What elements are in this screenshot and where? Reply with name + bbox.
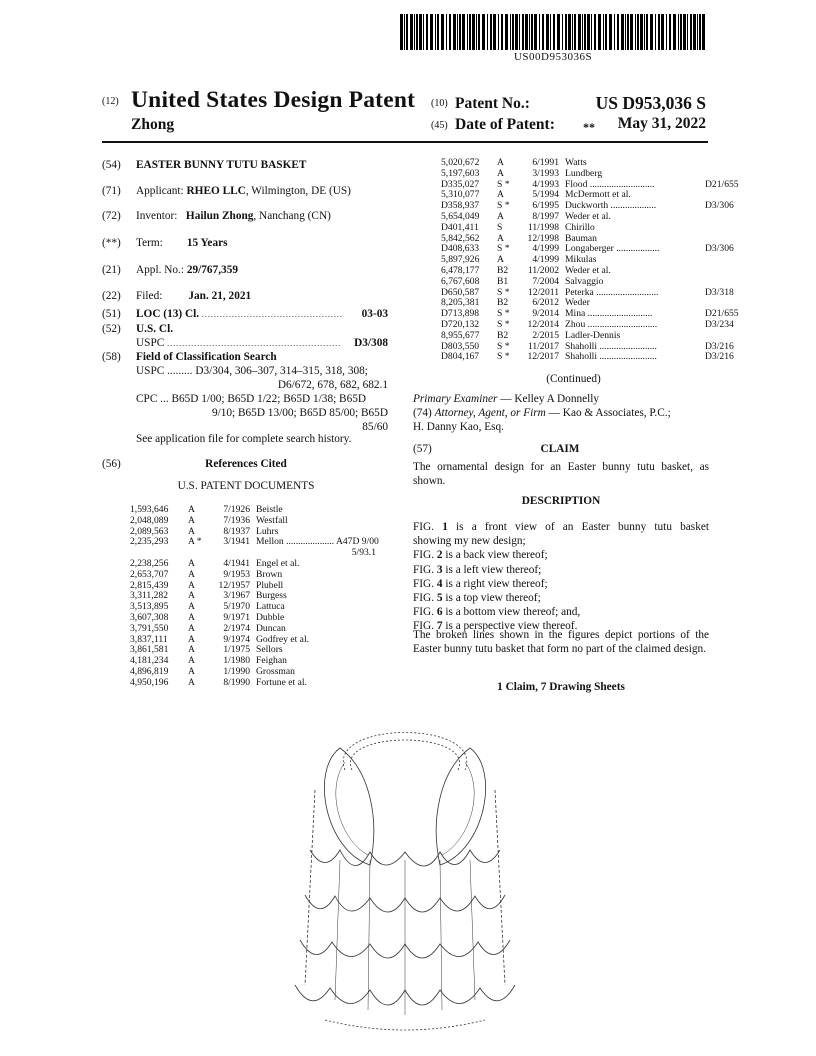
barcode-bar [617,14,619,50]
uspc-line: USPC .......................................................... D3/308 [136,337,388,349]
barcode-bar [457,14,458,50]
reference-row [130,678,400,689]
reference-number: 5,897,926 [441,254,480,266]
reference-row [441,351,734,363]
reference-name: Shaholli ........................ [565,351,657,363]
reference-date: 5/1970 [223,601,250,613]
reference-kind: A [188,514,195,526]
barcode-bar [591,14,592,50]
reference-date: 12/1998 [527,232,559,244]
reference-date: 11/2017 [527,340,559,352]
header-rule [102,141,708,143]
reference-kind: A [188,676,195,688]
patent-type-title: United States Design Patent [131,87,416,113]
reference-kind: S * [497,340,510,352]
reference-number: 3,513,895 [130,601,169,613]
barcode-bar [446,14,447,50]
reference-date: 3/1993 [532,167,559,179]
broken-lines-note: The broken lines shown in the figures depict portions of the Easter bunny tutu basket that form no part of the claimed design. [413,629,709,656]
field-71: (71) Applicant: RHEO LLC, Wilmington, DE (US) [102,185,351,197]
reference-kind: A [188,655,195,667]
reference-kind: S * [497,308,510,320]
description-line: FIG. 1 is a front view of an Easter bunny tutu basket [413,521,709,533]
barcode-bar [512,14,514,50]
reference-number: D720,132 [441,318,480,330]
barcode-bar [525,14,528,50]
barcode-bar [646,14,648,50]
reference-name: Ladler-Dennis [565,329,621,341]
barcode-bar [426,14,428,50]
document-number: US00D953036S [513,51,593,63]
reference-kind: A [188,633,195,645]
references-cited-heading: References Cited [205,458,287,470]
barcode-bar [603,14,604,50]
search-history-note: See application file for complete search history. [136,433,352,445]
code-57: (57) [413,443,432,455]
reference-kind: S * [497,178,510,190]
reference-date: 1/1980 [223,655,250,667]
reference-name: Weder et al. [565,210,611,222]
reference-date: 7/1926 [223,504,250,515]
reference-number: 4,181,234 [130,655,169,667]
barcode-bar [621,14,624,50]
barcode-bar [658,14,660,50]
reference-kind: A [188,665,195,677]
reference-number: D650,587 [441,286,480,298]
reference-date: 11/1998 [527,221,559,233]
barcode-bar [453,14,456,50]
barcode-bar [416,14,418,50]
reference-kind: A [497,210,504,222]
reference-number: 2,238,256 [130,557,169,569]
description-heading: DESCRIPTION [521,495,601,507]
code-45: (45) [431,120,448,131]
barcode-bar [584,14,586,50]
reference-date: 12/1957 [218,579,250,591]
barcode-bar [687,14,688,50]
barcode-bar [441,14,444,50]
reference-number: 3,837,111 [130,633,168,645]
barcode-bar [587,14,590,50]
reference-name: Longaberger .................. [565,243,660,255]
reference-date: 2/2015 [532,329,559,341]
reference-number: 3,607,308 [130,611,169,623]
reference-number: 2,048,089 [130,514,169,526]
reference-date: 9/2014 [532,308,559,320]
patent-no-label: Patent No.: [455,95,530,112]
reference-number: 2,815,439 [130,579,169,591]
field-58-uspc: USPC ......... D3/304, 306–307, 314–315, 318, 308; D6/672, 678, 682, 682.1 [136,365,388,391]
handle-outline [343,733,466,771]
claims-sheets-summary: 1 Claim, 7 Drawing Sheets [497,681,625,693]
basket-base [325,1020,485,1030]
reference-number: 8,955,677 [441,329,480,341]
reference-name: Flood ........................... [565,178,655,190]
reference-kind: S * [497,351,510,363]
field-58-cpc: CPC ... B65D 1/00; B65D 1/22; B65D 1/38; B65D 9/10; B65D 13/00; B65D 85/00; B65D 85/60 [136,393,388,433]
reference-date: 2/1974 [223,622,250,634]
reference-name: Plubell [256,579,284,591]
barcode-bar [550,14,551,50]
barcode-bar [683,14,686,50]
reference-kind: A [497,157,504,168]
reference-date: 8/1997 [532,210,559,222]
reference-name: Brown [256,568,283,580]
reference-number: 2,235,293 [130,536,169,548]
attorney-line: (74) Attorney, Agent, or Firm — Kao & Associates, P.C.; [413,407,671,419]
barcode-bar [505,14,508,50]
barcode-bar [605,14,607,50]
reference-number: D713,898 [441,308,480,320]
inventor-surname: Zhong [131,116,175,133]
barcode-bar [678,14,679,50]
barcode-bar [519,14,520,50]
reference-name: Lattuca [256,601,285,613]
reference-name: Shaholli ........................ [565,340,657,352]
continued-note: (Continued) [546,373,601,385]
reference-class: D3/216 [705,340,734,352]
reference-row [441,277,711,288]
barcode-bar [598,14,601,50]
reference-date: 8/1990 [223,676,250,688]
barcode-bar [627,14,629,50]
barcode-bar [437,14,439,50]
barcode-bar [430,14,433,50]
code-12: (12) [102,96,119,107]
reference-class: D21/655 [705,178,739,190]
barcode [400,14,706,50]
barcode-bar [666,14,667,50]
barcode-bar [476,14,477,50]
reference-kind: A [188,644,195,656]
reference-date: 6/2012 [532,297,559,309]
barcode-bar [404,14,405,50]
reference-row [441,223,711,234]
barcode-bar [637,14,639,50]
date-marker: ** [583,120,595,134]
reference-number: 6,767,608 [441,275,480,287]
barcode-bar [482,14,485,50]
primary-examiner: Primary Examiner — Kelley A Donnelly [413,393,600,405]
barcode-bar [574,14,576,50]
reference-name: Lundberg [565,167,603,179]
reference-number: 5,654,049 [441,210,480,222]
barcode-bar [498,14,499,50]
reference-number: 3,861,581 [130,644,169,656]
barcode-bar [669,14,671,50]
reference-kind: S * [497,286,510,298]
reference-name: McDermott et al. [565,189,631,201]
reference-date: 7/2004 [532,275,559,287]
barcode-bar [462,14,465,50]
barcode-bar [650,14,653,50]
barcode-bar [572,14,573,50]
reference-number: 2,089,563 [130,525,169,537]
barcode-bar [568,14,571,50]
reference-date: 12/2011 [527,286,559,298]
reference-date: 8/1937 [223,525,250,537]
us-patent-documents-heading: U.S. PATENT DOCUMENTS [177,480,315,492]
barcode-bar [553,14,555,50]
reference-kind: A [188,622,195,634]
reference-number: D803,550 [441,340,480,352]
barcode-bar [699,14,701,50]
reference-date: 4/1941 [223,557,250,569]
reference-class: D3/216 [705,351,734,363]
reference-kind: A [188,525,195,537]
reference-name: Mellon .................... A47D 9/00 [256,536,379,548]
barcode-bar [614,14,615,50]
description-list [413,520,709,634]
reference-kind: A [188,611,195,623]
barcode-bar [534,14,537,50]
barcode-bar [472,14,475,50]
reference-kind: A [497,232,504,244]
description-line: FIG. 7 is a perspective view thereof. [413,620,578,633]
reference-name: Fortune et al. [256,676,307,688]
references-list-right [441,157,739,363]
reference-kind: A [497,254,504,266]
reference-date: 3/1941 [223,536,250,548]
reference-number: 5,842,562 [441,232,480,244]
description-line: FIG. 3 is a left view thereof; [413,563,542,576]
barcode-bar [515,14,518,50]
reference-class: D21/655 [705,308,739,320]
reference-date: 4/1999 [532,254,559,266]
barcode-bar [414,14,415,50]
barcode-bar [469,14,471,50]
description-line: FIG. 6 is a bottom view thereof; and, [413,606,581,619]
reference-date: 12/2014 [527,318,559,330]
reference-date: 1/1975 [223,644,250,656]
reference-kind: A [188,579,195,591]
left-ear [324,748,373,865]
reference-date: 4/1993 [532,178,559,190]
date-label: Date of Patent: [455,116,555,133]
reference-name: Watts [565,157,587,168]
barcode-bar [640,14,643,50]
barcode-bar [565,14,567,50]
reference-class: D3/234 [705,318,734,330]
barcode-bar [690,14,692,50]
right-ear [436,748,485,865]
reference-class: D3/306 [705,200,734,212]
reference-class: D3/318 [705,286,734,298]
field-58: (58) Field of Classification Search [102,351,277,363]
barcode-bar [406,14,408,50]
reference-class-continuation: 5/93.1 [351,547,376,559]
barcode-bar [582,14,583,50]
reference-number: D335,027 [441,178,480,190]
reference-date: 11/2002 [527,264,559,276]
reference-kind: A * [188,536,202,548]
reference-kind: B2 [497,264,509,276]
reference-name: Burgess [256,590,287,602]
barcode-bar [522,14,524,50]
reference-kind: S * [497,318,510,330]
reference-number: D804,167 [441,351,480,363]
reference-kind: A [188,601,195,613]
barcode-bar [673,14,676,50]
reference-kind: A [188,557,195,569]
reference-row [441,169,711,180]
reference-name: Beistle [256,504,283,515]
reference-name: Engel et al. [256,557,300,569]
reference-name: Weder et al. [565,264,611,276]
patent-date: May 31, 2022 [617,115,706,132]
patent-number: US D953,036 S [595,93,706,113]
barcode-bar [467,14,468,50]
design-drawing [270,700,540,1044]
reference-date: 9/1953 [223,568,250,580]
reference-kind: B2 [497,329,509,341]
reference-number: 1,593,646 [130,504,169,515]
barcode-bar [697,14,698,50]
reference-number: 5,310,077 [441,189,480,201]
reference-number: 3,791,550 [130,622,169,634]
invention-title: EASTER BUNNY TUTU BASKET [136,159,307,171]
reference-name: Chirillo [565,221,595,233]
reference-name: Zhou ............................. [565,318,658,330]
barcode-bar [630,14,633,50]
barcode-bar [557,14,560,50]
reference-name: Dubble [256,611,285,623]
reference-name: Mikulas [565,254,597,266]
barcode-bar [531,14,533,50]
reference-name: Sellors [256,644,283,656]
barcode-bar [419,14,422,50]
description-line: showing my new design; [413,535,526,548]
reference-kind: B1 [497,275,509,287]
reference-kind: A [497,189,504,201]
reference-number: D401,411 [441,221,479,233]
barcode-bar [546,14,549,50]
reference-number: 8,205,381 [441,297,480,309]
claim-heading: CLAIM [540,443,580,455]
field-54: (54) EASTER BUNNY TUTU BASKET [102,159,307,171]
field-22: (22) Filed: Jan. 21, 2021 [102,290,252,302]
reference-date: 7/1936 [223,514,250,526]
reference-date: 5/1994 [532,189,559,201]
barcode-bar [594,14,596,50]
reference-name: Salvaggio [565,275,604,287]
reference-date: 12/2017 [527,351,559,363]
reference-date: 1/1990 [223,665,250,677]
reference-number: 4,896,819 [130,665,169,677]
reference-kind: S * [497,200,510,212]
reference-class: D3/306 [705,243,734,255]
reference-number: 3,311,282 [130,590,169,602]
reference-number: D408,633 [441,243,480,255]
field-56: (56) [102,458,121,470]
barcode-bar [410,14,413,50]
barcode-bar [478,14,480,50]
reference-date: 9/1971 [223,611,250,623]
barcode-bar [423,14,424,50]
barcode-bar [661,14,664,50]
reference-name: Grossman [256,665,295,677]
reference-kind: S [497,221,503,233]
code-10: (10) [431,98,448,109]
reference-number: 5,197,603 [441,167,480,179]
barcode-bar [578,14,581,50]
field-term: (**) Term: 15 Years [102,237,228,249]
reference-name: Westfall [256,514,288,526]
barcode-bar [680,14,682,50]
reference-name: Feighan [256,655,287,667]
barcode-bar [493,14,496,50]
reference-kind: S * [497,243,510,255]
reference-name: Mina ........................... [565,308,653,320]
barcode-bar [562,14,563,50]
barcode-bar [400,14,403,50]
field-21: (21) Appl. No.: 29/767,359 [102,264,238,276]
reference-name: Luhrs [256,525,279,537]
field-51: (51) LOC (13) Cl. ............................................... 03-03 [102,308,388,320]
barcode-bar [609,14,612,50]
barcode-bar [644,14,645,50]
reference-name: Duncan [256,622,286,634]
field-72: (72) Inventor: Hailun Zhong, Nanchang (CN) [102,210,331,222]
reference-number: 4,950,196 [130,676,169,688]
barcode-bar [501,14,503,50]
description-line: FIG. 5 is a top view thereof; [413,592,541,605]
reference-kind: B2 [497,297,509,309]
barcode-bar [693,14,696,50]
reference-kind: A [188,568,195,580]
barcode-bar [542,14,544,50]
reference-date: 6/1995 [532,200,559,212]
barcode-bar [539,14,540,50]
reference-kind: A [188,504,195,515]
barcode-bar [490,14,492,50]
reference-number: D358,937 [441,200,480,212]
barcode-bar [635,14,636,50]
reference-name: Peterka .......................... [565,286,659,298]
barcode-bar [459,14,461,50]
barcode-bar [487,14,488,50]
claim-text: The ornamental design for an Easter bunny tutu basket, as shown. [413,461,709,488]
barcode-bar [449,14,451,50]
reference-name: Godfrey et al. [256,633,310,645]
barcode-bar [435,14,436,50]
barcode-bar [702,14,705,50]
barcode-bar [529,14,530,50]
barcode-bar [625,14,626,50]
description-line: FIG. 4 is a right view thereof; [413,577,548,590]
reference-kind: A [188,590,195,602]
reference-number: 2,653,707 [130,568,169,580]
references-list-left [130,505,400,689]
reference-number: 6,478,177 [441,264,480,276]
barcode-bar [655,14,656,50]
reference-date: 6/1991 [532,157,559,168]
reference-date: 3/1967 [223,590,250,602]
attorney-line-2: H. Danny Kao, Esq. [413,421,504,433]
reference-date: 4/1999 [532,243,559,255]
field-52: (52) U.S. Cl. [102,323,174,335]
reference-kind: A [497,167,504,179]
barcode-bar [510,14,511,50]
reference-name: Weder [565,297,590,309]
reference-name: Bauman [565,232,597,244]
reference-row [441,331,711,342]
reference-date: 9/1974 [223,633,250,645]
description-line: FIG. 2 is a back view thereof; [413,549,548,562]
reference-name: Duckworth ................... [565,200,657,212]
reference-number: 5,020,672 [441,157,480,168]
